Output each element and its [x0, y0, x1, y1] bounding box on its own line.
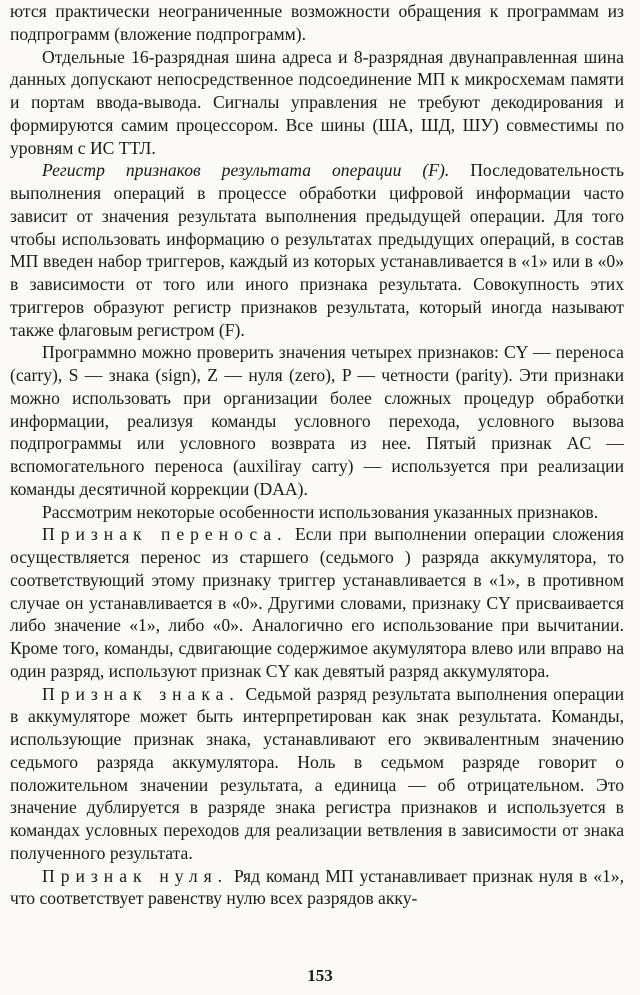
paragraph-carry-flag: [10, 523, 624, 682]
section-heading: Признак нуля.: [42, 865, 229, 886]
section-heading: Регистр признаков результата операции (F).: [42, 160, 450, 181]
section-heading: Признак переноса.: [42, 524, 288, 545]
paragraph-text: Если при выполнении операции сложения осуществляется перенос из старшего (седьмого ) разряда аккумулятора, то соответствующий этому признаку триггер устанавливается в «1», в противном случае он устанавливается в «0». Другими словами, признаку CY присваивается либо значение «1», либо «0». Аналогично его использование при вычитании. Кроме того, команды, сдвигающие содержимое акумулятора влево или вправо на один разряд, используют признак CY как девятый разряд аккумулятора.: [10, 524, 624, 681]
section-heading: Признак знака.: [42, 683, 240, 704]
paragraph-text: Программно можно проверить значения четырех признаков: CY — переноса (carry), S — знака (sign), Z — нуля (zero), P — четности (parity). Эти признаки можно использовать при организации более сложных процедур обработки информации, реализуя команды условного перехода, условного вызова подпрограммы или условного возврата из нее. Пятый признак AC — вспомогательного переноса (auxiliray carry) — используется при реализации команды десятичной коррекции (DAA).: [10, 342, 624, 499]
page-number: 153: [307, 966, 333, 985]
paragraph-text: Последовательность выполнения операций в процессе обработки цифровой информации часто зависит от значения результата выполнения предыдущей операции. Для того чтобы использовать информацию о результатах предыдущих операций, в состав МП введен набор триггеров, каждый из которых устанавливается в «1» или в «0» в зависимости от того или иного признака результата. Совокупность этих триггеров образуют регистр признаков результата, который иногда называют также флаговым регистром (F).: [10, 160, 624, 340]
paragraph-sign-flag: [10, 683, 624, 865]
paragraph-text: Отдельные 16-разрядная шина адреса и 8-разрядная двунаправленная шина данных допускают непосредственное подсоединение МП к микросхемам памяти и портам ввода-вывода. Сигналы управления не требуют декодирования и формируются самим процессором. Все шины (ША, ШД, ШУ) совместимы по уровням с ИС ТТЛ.: [10, 46, 624, 158]
paragraph-intro: [10, 501, 624, 524]
paragraph-four-flags: [10, 341, 624, 500]
paragraph-continuation: [10, 0, 624, 46]
paragraph-flag-register: [10, 159, 624, 341]
paragraph-text: ются практически неограниченные возможности обращения к программам из подпрограмм (вложение подпрограмм).: [10, 1, 624, 44]
paragraph-text: Рассмотрим некоторые особенности использования указанных признаков.: [42, 501, 599, 522]
paragraph-zero-flag: [10, 865, 624, 911]
body-text: [10, 0, 624, 910]
paragraph-text: Ряд команд МП устанавливает признак нуля в «1», что соответствует равенству нулю всех разрядов акку-: [10, 865, 624, 909]
paragraph-bus: [10, 46, 624, 160]
paragraph-text: Седьмой разряд результата выполнения операции в аккумуляторе может быть интерпретирован как знак результата. Команды, использующие признак знака, устанавливают его эквивалентным значению седьмого разряда аккумулятора. Ноль в седьмом разряде говорит о положительном значении результата, а единица — об отрицательном. Это значение дублируется в разряде знака регистра признаков и используется в командах условных переходов для реализации ветвления в зависимости от знака полученного результата.: [10, 683, 624, 863]
